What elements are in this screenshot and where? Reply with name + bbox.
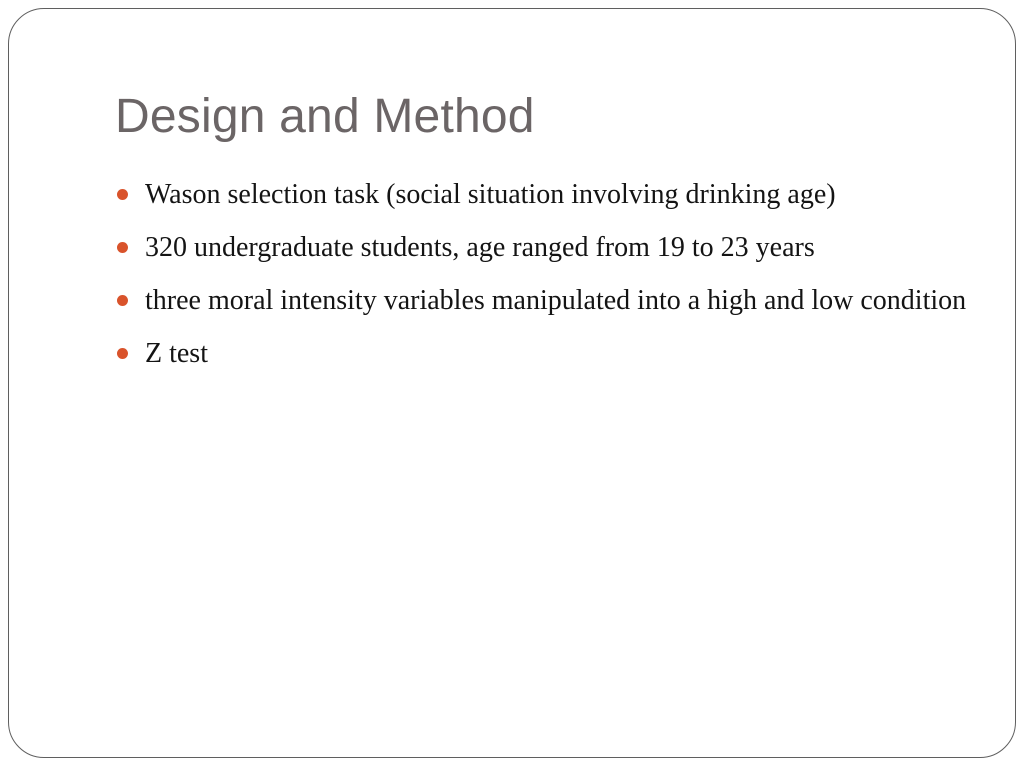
slide-title: Design and Method — [115, 90, 535, 143]
bullet-text: 320 undergraduate students, age ranged from 19 to 23 years — [145, 232, 815, 263]
bullet-list — [115, 173, 975, 385]
bullet-icon — [117, 189, 128, 200]
list-item — [115, 332, 975, 376]
bullet-icon — [117, 242, 128, 253]
list-item — [115, 279, 975, 323]
bullet-text: Z test — [145, 338, 208, 369]
bullet-text: three moral intensity variables manipulated into a high and low condition — [145, 285, 967, 316]
bullet-icon — [117, 348, 128, 359]
list-item — [115, 226, 975, 270]
bullet-icon — [117, 295, 128, 306]
bullet-text: Wason selection task (social situation involving drinking age) — [145, 179, 836, 210]
slide — [8, 8, 1016, 758]
list-item — [115, 173, 975, 217]
